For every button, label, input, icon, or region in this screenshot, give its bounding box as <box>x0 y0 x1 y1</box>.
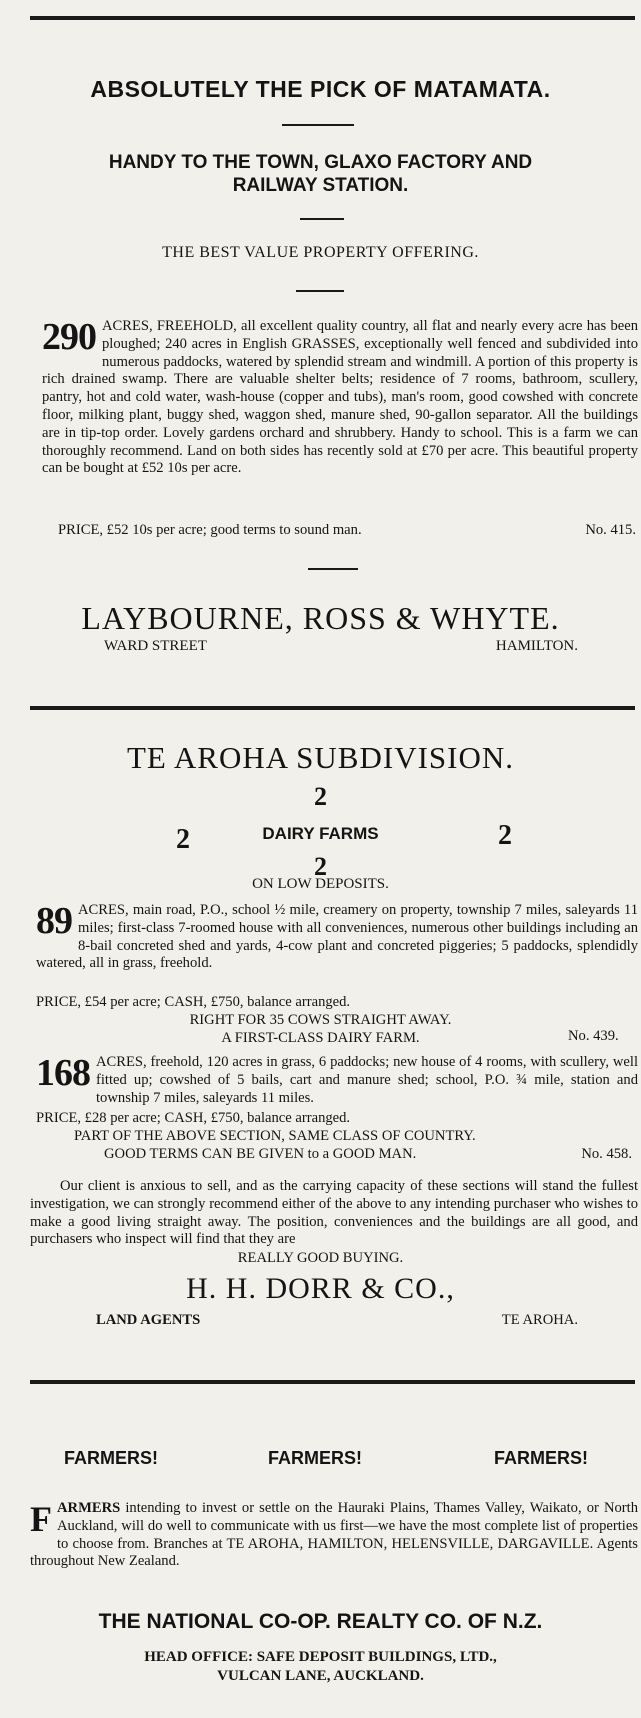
ad2-agent-role: LAND AGENTS <box>96 1312 201 1328</box>
ad1-agent-town: HAMILTON. <box>495 638 578 654</box>
ad2-lot2-note2: GOOD TERMS CAN BE GIVEN to a GOOD MAN. <box>104 1146 417 1162</box>
ad1-divider-3 <box>296 290 344 292</box>
ad3-body <box>30 1500 638 1571</box>
ad2-closing-tag: REALLY GOOD BUYING. <box>237 1250 404 1266</box>
ad1-price-row <box>58 522 636 539</box>
ad1-headline: ABSOLUTELY THE PICK OF MATAMATA. <box>90 76 551 102</box>
ad3-company: THE NATIONAL CO-OP. REALTY CO. OF N.Z. <box>98 1610 543 1633</box>
ad2-agent-row <box>96 1312 578 1329</box>
ad1-divider-2 <box>300 218 344 220</box>
ad2-lot1-body: ACRES, main road, P.O., school ½ mile, creamery on property, township 7 miles, saleyards 11 miles; first-class 7-roomed house with all conveniences, numerous other buildings including an 8-bail concreted shed and yards, 4-cow plant and concreted piggeries; 5 paddocks, splendidly watered, all in grass, freehold. <box>36 902 638 972</box>
ad2-numeral-top: 2 <box>314 782 327 811</box>
ad1-agent-address <box>104 638 578 655</box>
ad3-farmers-right: FARMERS! <box>494 1448 588 1468</box>
ad1-subhead <box>0 151 641 197</box>
ad1-subhead-line2: RAILWAY STATION. <box>232 175 409 196</box>
ad2-lot2-price: PRICE, £28 per acre; CASH, £750, balance arranged. <box>36 1110 351 1126</box>
ad3-body-lead: ARMERS <box>57 1500 121 1516</box>
ad2-lot1-number: 89 <box>36 900 72 942</box>
ad2-numeral-left: 2 <box>176 824 190 855</box>
ad2-lot1-description <box>36 902 638 973</box>
ad2-lot2-description <box>36 1054 638 1107</box>
ad1-lot-number: 290 <box>42 316 96 358</box>
ad2-lot1-ref: No. 439. <box>568 1028 619 1044</box>
ad2-lot2-number: 168 <box>36 1052 90 1094</box>
ad2-subtitle: ON LOW DEPOSITS. <box>252 876 389 892</box>
ad3-body-text: intending to invest or settle on the Hauraki Plains, Thames Valley, Waikato, or North Auckland, will do well to communicate with us first—we have the most complete list of properties to choose from. Branches at TE AROHA, HAMILTON, HELENSVILLE, DARGAVILLE. Agents throughout New Zealand. <box>30 1500 638 1570</box>
ad3-head-office-line1: HEAD OFFICE: SAFE DEPOSIT BUILDINGS, LTD., <box>144 1649 497 1665</box>
ad2-headline: TE AROHA SUBDIVISION. <box>127 740 514 775</box>
ad2-lot2-note1: PART OF THE ABOVE SECTION, SAME CLASS OF COUNTRY. <box>74 1128 476 1144</box>
ad2-closing: Our client is anxious to sell, and as the carrying capacity of these sections will stand the fullest investigation, we can strongly recommend either of the above to any intending purchaser who wishes to make a good living straight away. The position, conveniences and the buildings are all good, and purchasers who inspect will find that they are <box>30 1178 638 1248</box>
ad2-lot1-price: PRICE, £54 per acre; CASH, £750, balance arranged. <box>36 994 351 1010</box>
ad1-divider-1 <box>282 124 354 126</box>
ad2-lot2-ref: No. 458. <box>581 1146 632 1162</box>
ad1-price-line: PRICE, £52 10s per acre; good terms to sound man. <box>58 522 362 538</box>
ad2-lot2-body: ACRES, freehold, 120 acres in grass, 6 paddocks; new house of 4 rooms, with scullery, well fitted up; cowshed of 5 bails, cart and manure shed; school, P.O. ¾ mile, station and township 7 miles, saleyards 11 miles. <box>96 1054 638 1106</box>
ad3-farmers-left: FARMERS! <box>64 1448 158 1468</box>
top-rule <box>30 16 635 20</box>
ad3-head-office <box>0 1648 641 1686</box>
ad1-divider-4 <box>308 568 358 570</box>
ad1-lot-body: all excellent quality country, all flat and nearly every acre has been ploughed; 240 acres in English GRASSES, exceptionally well fenced and subdivided into numerous paddocks, watered by splendid stream and windmill. A portion of this property is rich drained swamp. There are valuable shelter belts; residence of 7 rooms, bathroom, scullery, pantry, hot and cold water, wash-house (copper and tubs), man's room, good cowshed with concrete floor, milking plant, buggy shed, waggon shed, manure shed, 90-gallon separator. All the buildings are in tip-top order. Lovely gardens orchard and shrubbery. Handy to school. This is a farm we can thoroughly recommend. Land on both sides has recently sold at £70 per acre. This beautiful property can be bought at £52 10s per acre. <box>42 318 639 477</box>
ad3-head-office-line2: VULCAN LANE, AUCKLAND. <box>217 1668 424 1684</box>
ad1-ref-no: No. 415. <box>585 522 636 538</box>
ad2-numeral-bottom: 2 <box>314 852 327 881</box>
ad1-lot-description <box>42 318 638 478</box>
ad1-agent-name: LAYBOURNE, ROSS & WHYTE. <box>81 600 560 636</box>
section-rule-1 <box>30 706 635 710</box>
ad2-lot1-note1: RIGHT FOR 35 COWS STRAIGHT AWAY. <box>189 1012 452 1028</box>
section-rule-2 <box>30 1380 635 1384</box>
ad1-subhead-line1: HANDY TO THE TOWN, GLAXO FACTORY AND <box>108 152 533 173</box>
ad1-tagline: THE BEST VALUE PROPERTY OFFERING. <box>162 244 479 261</box>
ad2-lot2-note2-row <box>104 1146 632 1163</box>
ad3-drop-cap: F <box>30 1499 51 1539</box>
ad2-title: DAIRY FARMS <box>262 824 379 843</box>
ad3-farmers-center: FARMERS! <box>268 1448 362 1468</box>
ad1-agent-street: WARD STREET <box>104 638 207 654</box>
ad2-numeral-right: 2 <box>498 820 512 851</box>
ad1-lot-lead: ACRES, FREEHOLD, <box>102 318 237 334</box>
ad2-agent-town: TE AROHA. <box>501 1312 578 1328</box>
ad2-agent-name: H. H. DORR & CO., <box>186 1272 455 1305</box>
ad2-lot1-note2: A FIRST-CLASS DAIRY FARM. <box>221 1030 420 1046</box>
